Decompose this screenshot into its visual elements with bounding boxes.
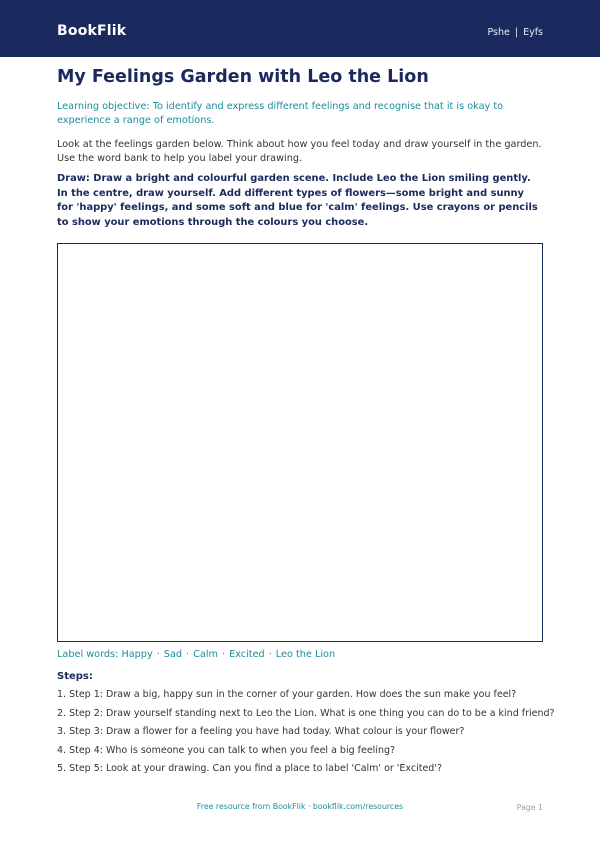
subject-tags <box>487 27 543 38</box>
step-item: 1. Step 1: Draw a big, happy sun in the corner of your garden. How does the sun make you feel? <box>57 689 517 700</box>
step-item: 5. Step 5: Look at your drawing. Can you find a place to label 'Calm' or 'Excited'? <box>57 763 442 774</box>
worksheet-title: My Feelings Garden with Leo the Lion <box>57 67 429 87</box>
drawing-area[interactable] <box>57 243 543 642</box>
footer-credit[interactable]: Free resource from BookFlik · bookflik.com/resources <box>196 802 404 811</box>
label-word: Happy <box>121 649 153 660</box>
step-item: 2. Step 2: Draw yourself standing next to Leo the Lion. What is one thing you can do to be a kind friend? <box>57 707 555 719</box>
label-word-list <box>121 649 335 660</box>
label-word: Excited <box>229 649 265 660</box>
steps-list <box>57 688 555 781</box>
word-separator: · <box>186 649 190 660</box>
label-words-prefix: Label words: <box>57 649 119 660</box>
step-item: 4. Step 4: Who is someone you can talk to when you feel a big feeling? <box>57 744 396 756</box>
subject-tag: Pshe <box>487 27 510 38</box>
word-separator: · <box>221 649 226 660</box>
word-separator: · <box>268 649 272 660</box>
draw-prompt: Draw: Draw a bright and colourful garden scene. Include Leo the Lion smiling gently. In the centre, draw yourself. Add different types of flowers—some bright and sunny for 'happy' feelings, and some soft and blue for 'calm' feelings. Use crayons or pencils to show your emotions through the colours you choose. <box>57 173 538 228</box>
word-separator: · <box>156 649 160 660</box>
learning-objective: Learning objective: To identify and express different feelings and recognise that it is okay to experience a range of emotions. <box>57 101 504 126</box>
label-words <box>57 649 335 660</box>
page-number: Page 1 <box>516 803 543 812</box>
label-word: Sad <box>163 649 183 660</box>
tag-separator: | <box>514 27 519 38</box>
step-item: 3. Step 3: Draw a flower for a feeling you have had today. What colour is your flower? <box>57 726 465 737</box>
steps-heading: Steps: <box>57 671 93 682</box>
brand-logo-text[interactable]: BookFlik <box>57 23 127 39</box>
top-banner <box>0 0 600 57</box>
instructions-text: Look at the feelings garden below. Think about how you feel today and draw yourself in the garden. Use the word bank to help you label your drawing. <box>57 139 542 164</box>
label-word: Calm <box>193 649 218 660</box>
label-word: Leo the Lion <box>275 649 336 660</box>
level-tag: Eyfs <box>523 27 543 38</box>
